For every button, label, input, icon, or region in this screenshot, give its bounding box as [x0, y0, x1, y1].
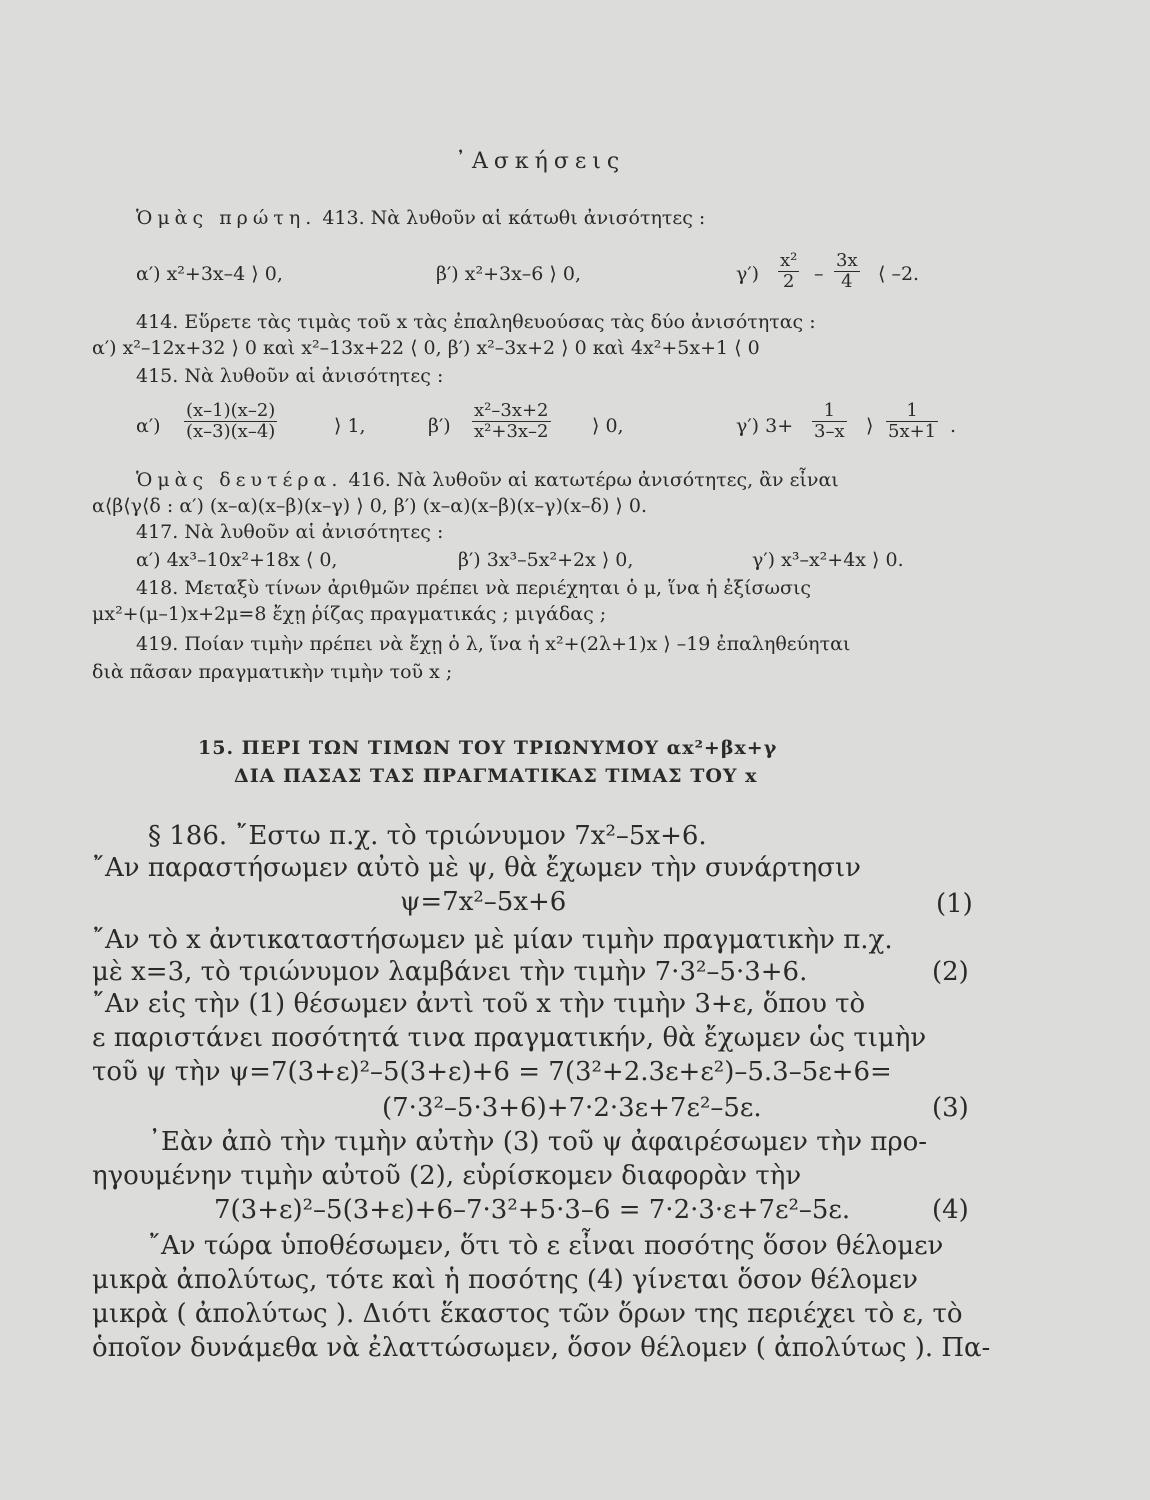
paragraph-line16: ὁποῖον δυνάμεθα νὰ ἐλαττώσωμεν, ὅσον θέλομεν ( ἀπολύτως ). Πα-	[92, 1333, 991, 1363]
ex419-line2: διὰ πᾶσαν πραγματικὴν τιμὴν τοῦ x ;	[92, 661, 453, 683]
paragraph-line4: ῎Αν τὸ x ἀντικαταστήσωμεν μὲ μίαν τιμὴν πραγματικὴν π.χ.	[92, 925, 893, 955]
group2-line1	[136, 468, 839, 492]
ex415-c-fraction2	[886, 401, 938, 442]
numerator: 1	[812, 401, 847, 422]
numerator: 3x	[836, 250, 858, 271]
denominator: 4	[841, 271, 853, 292]
paragraph-line6: ῎Αν εἰς τὴν (1) θέσωμεν ἀντὶ τοῦ x τὴν τιμὴν 3+ε, ὅπου τὸ	[92, 989, 866, 1019]
equation-1: ψ=7x²–5x+6	[400, 887, 567, 917]
ex415-a-fraction	[184, 401, 277, 442]
paragraph-186-line1: § 186. ῎Εστω π.χ. τὸ τριώνυμον 7x²–5x+6.	[148, 821, 707, 851]
denominator: 5x+1	[888, 421, 937, 442]
paragraph-line14: μικρὰ ἀπολύτως, τότε καὶ ἡ ποσότης (4) γίνεται ὅσον θέλομεν	[92, 1265, 918, 1295]
group2-heading: Ὁμὰς δευτέρα.	[136, 469, 343, 491]
numerator: 1	[886, 401, 938, 422]
paragraph-line13: ῎Αν τώρα ὑποθέσωμεν, ὅτι τὸ ε εἶναι ποσότης ὅσον θέλομεν	[148, 1231, 944, 1261]
paragraph-line15: μικρὰ ( ἀπολύτως ). Διότι ἕκαστος τῶν ὅρων της περιέχει τὸ ε, τὸ	[92, 1299, 963, 1329]
numerator: (x–1)(x–2)	[186, 400, 276, 421]
ex418-line2: μx²+(μ–1)x+2μ=8 ἔχῃ ῥίζας πραγματικάς ; μιγάδας ;	[92, 603, 607, 625]
exercises-title: ᾿Ασκήσεις	[455, 149, 626, 174]
ex415-b-fraction	[472, 401, 551, 442]
ex415-c-tail: .	[950, 415, 957, 437]
ex413-c-fraction1	[778, 251, 799, 292]
group1-heading: Ὁμὰς πρώτη.	[136, 207, 317, 229]
section-heading-line1: 15. ΠΕΡΙ ΤΩΝ ΤΙΜΩΝ ΤΟΥ ΤΡΙΩΝΥΜΟΥ αx²+βx+γ	[198, 737, 778, 759]
ex417-b: β′) 3x³–5x²+2x ⟩ 0,	[458, 549, 634, 571]
ex419-line1: 419. Ποίαν τιμὴν πρέπει νὰ ἔχῃ ὁ λ, ἵνα ἡ x²+(2λ+1)x ⟩ –19 ἐπαληθεύηται	[136, 633, 851, 655]
equation-tag-3: (3)	[932, 1093, 969, 1123]
ex413-c-minus: –	[814, 263, 824, 285]
ex413-c-fraction2	[834, 251, 860, 292]
ex415-c-fraction1	[812, 401, 847, 442]
ex413-intro: 413. Νὰ λυθοῦν αἱ κάτωθι ἀνισότητες :	[322, 207, 706, 229]
ex417-c: γ′) x³–x²+4x ⟩ 0.	[752, 549, 904, 571]
ex415-b-label: β′)	[428, 415, 451, 437]
paragraph-line11: ηγουμένην τιμὴν αὐτοῦ (2), εὑρίσκομεν διαφορὰν τὴν	[92, 1161, 802, 1191]
ex413-a: α′) x²+3x–4 ⟩ 0,	[136, 263, 283, 285]
denominator: 2	[782, 271, 795, 292]
ex417-intro: 417. Νὰ λυθοῦν αἱ ἀνισότητες :	[136, 521, 444, 543]
paragraph-line2: ῎Αν παραστήσωμεν αὐτὸ μὲ ψ, θὰ ἔχωμεν τὴν συνάρτησιν	[92, 853, 861, 883]
equation-tag-1: (1)	[936, 889, 973, 919]
ex415-a-tail: ⟩ 1,	[334, 415, 366, 437]
ex416-line2: α⟨β⟨γ⟨δ : α′) (x–α)(x–β)(x–γ) ⟩ 0, β′) (x–α)(x–β)(x–γ)(x–δ) ⟩ 0.	[92, 495, 648, 517]
equation-4: 7(3+ε)²–5(3+ε)+6–7·3²+5·3–6 = 7·2·3·ε+7ε²–5ε.	[214, 1195, 851, 1225]
paragraph-line7: ε παριστάνει ποσότητά τινα πραγματικήν, θὰ ἔχωμεν ὡς τιμὴν	[92, 1023, 927, 1053]
group1-intro-line	[136, 206, 705, 230]
equation-3: (7·3²–5·3+6)+7·2·3ε+7ε²–5ε.	[382, 1093, 762, 1123]
ex418-line1: 418. Μεταξὺ τίνων ἀριθμῶν πρέπει νὰ περιέχηται ὁ μ, ἵνα ἡ ἐξίσωσις	[136, 577, 812, 599]
denominator: x²+3x–2	[474, 421, 549, 442]
paragraph-line8: τοῦ ψ τὴν ψ=7(3+ε)²–5(3+ε)+6 = 7(3²+2.3ε+ε²)–5.3–5ε+6=	[92, 1057, 892, 1087]
ex415-b-tail: ⟩ 0,	[592, 415, 624, 437]
ex417-a: α′) 4x³–10x²+18x ⟨ 0,	[136, 549, 338, 571]
section-heading-line2: ΔΙΑ ΠΑΣΑΣ ΤΑΣ ΠΡΑΓΜΑΤΙΚΑΣ ΤΙΜΑΣ ΤΟΥ x	[234, 765, 758, 787]
paragraph-line10: ᾿Εὰν ἀπὸ τὴν τιμὴν αὐτὴν (3) τοῦ ψ ἀφαιρέσωμεν τὴν προ-	[148, 1127, 928, 1157]
numerator: x²–3x+2	[474, 400, 549, 421]
denominator: 3–x	[814, 421, 845, 442]
denominator: (x–3)(x–4)	[186, 421, 276, 442]
ex415-a-label: α′)	[136, 415, 161, 437]
ex415-c-mid: ⟩	[866, 415, 874, 437]
paragraph-line5: μὲ x=3, τὸ τριώνυμον λαμβάνει τὴν τιμὴν 7·3²–5·3+6.	[92, 957, 808, 987]
ex414-line2: α′) x²–12x+32 ⟩ 0 καὶ x²–13x+22 ⟨ 0, β′) x²–3x+2 ⟩ 0 καὶ 4x²+5x+1 ⟨ 0	[92, 337, 760, 359]
ex416-line1: 416. Νὰ λυθοῦν αἱ κατωτέρω ἀνισότητες, ἂν εἶναι	[348, 469, 839, 491]
ex415-c-label: γ′) 3+	[736, 415, 794, 437]
ex413-b: β′) x²+3x–6 ⟩ 0,	[436, 263, 582, 285]
ex413-c-tail: ⟨ –2.	[878, 263, 920, 285]
ex414-line1: 414. Εὕρετε τὰς τιμὰς τοῦ x τὰς ἐπαληθευούσας τὰς δύο ἀνισότητας :	[136, 311, 816, 333]
ex415-intro: 415. Νὰ λυθοῦν αἱ ἀνισότητες :	[136, 365, 444, 387]
numerator: x²	[780, 250, 798, 271]
equation-tag-2: (2)	[932, 957, 969, 987]
ex413-c-label: γ′)	[736, 263, 760, 285]
equation-tag-4: (4)	[932, 1195, 969, 1225]
